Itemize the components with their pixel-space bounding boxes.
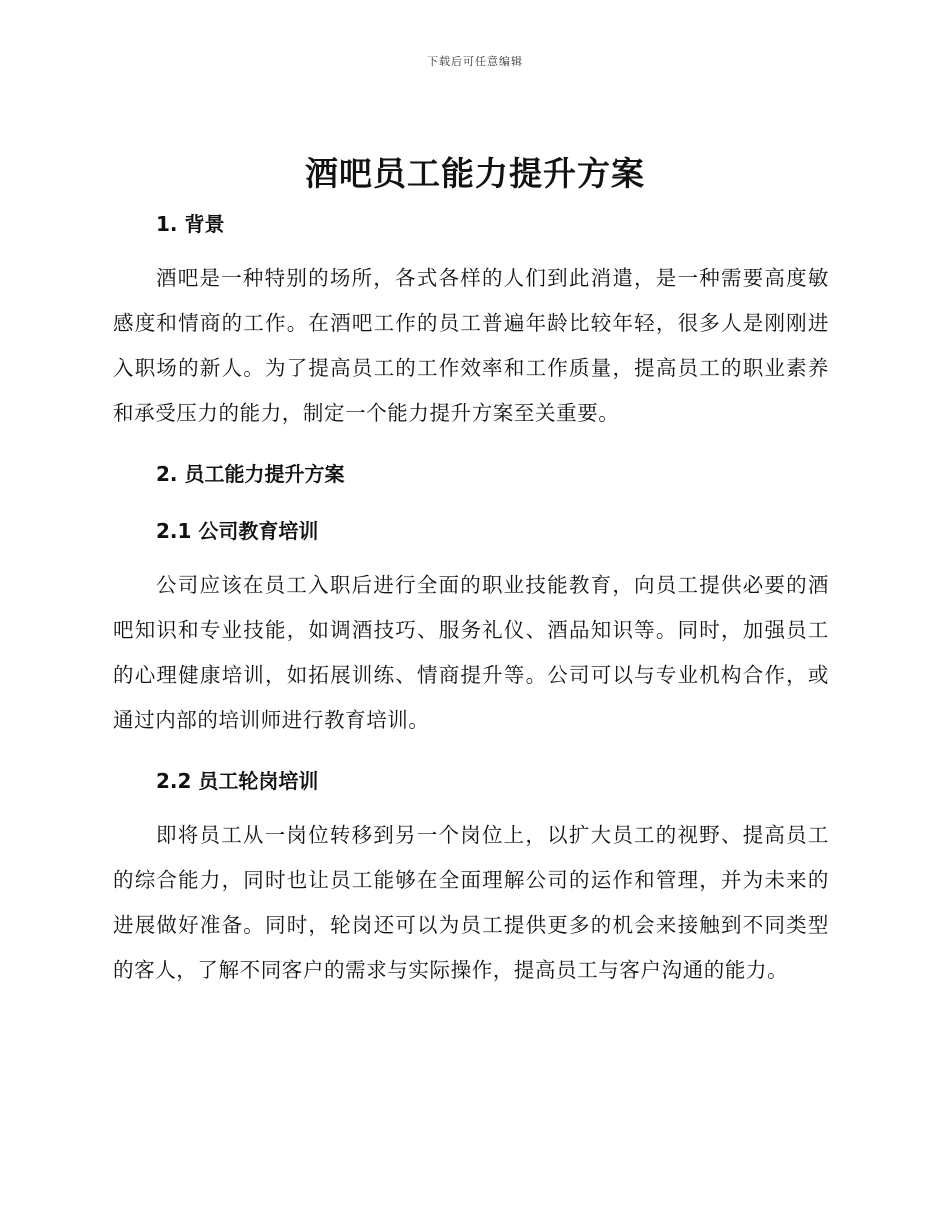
section-paragraph-company-training: 公司应该在员工入职后进行全面的职业技能教育，向员工提供必要的酒吧知识和专业技能，如调酒技巧、服务礼仪、酒品知识等。同时，加强员工的心理健康培训，如拓展训练、情商提升等。公司可以与专业机构合作，或通过内部的培训师进行教育培训。 bbox=[113, 573, 829, 732]
section-paragraph-job-rotation: 即将员工从一岗位转移到另一个岗位上，以扩大员工的视野、提高员工的综合能力，同时也让员工能够在全面理解公司的运作和管理，并为未来的进展做好准备。同时，轮岗还可以为员工提供更多的机会来接触到不同类型的客人，了解不同客户的需求与实际操作，提高员工与客户沟通的能力。 bbox=[113, 823, 829, 982]
section-heading-background: 1. 背景 bbox=[156, 212, 225, 236]
page-header-note: 下载后可任意编辑 bbox=[427, 55, 523, 68]
section-heading-improvement-plan: 2. 员工能力提升方案 bbox=[156, 462, 345, 486]
section-heading-job-rotation: 2.2 员工轮岗培训 bbox=[156, 769, 319, 793]
document-title: 酒吧员工能力提升方案 bbox=[305, 154, 645, 193]
section-paragraph-background: 酒吧是一种特别的场所，各式各样的人们到此消遣，是一种需要高度敏感度和情商的工作。在酒吧工作的员工普遍年龄比较年轻，很多人是刚刚进入职场的新人。为了提高员工的工作效率和工作质量，提高员工的职业素养和承受压力的能力，制定一个能力提升方案至关重要。 bbox=[113, 266, 829, 425]
section-heading-company-training: 2.1 公司教育培训 bbox=[156, 519, 319, 543]
